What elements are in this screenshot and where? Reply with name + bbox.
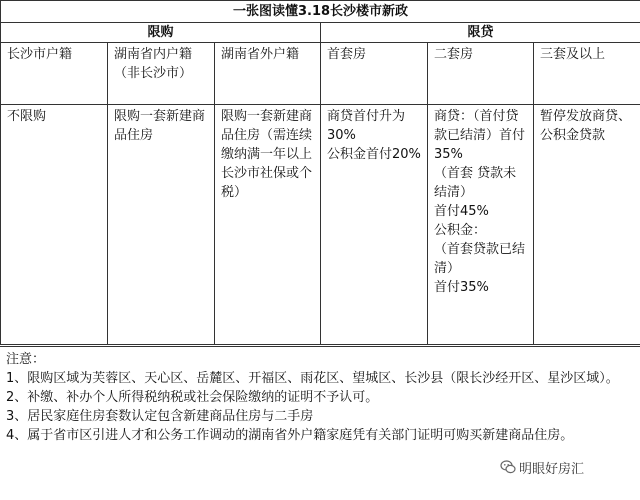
column-header-changsha-hukou: 长沙市户籍 bbox=[1, 43, 108, 105]
cell-third-plus-home-rule: 暂停发放商贷、公积金贷款 bbox=[534, 105, 640, 345]
column-header-hunan-hukou: 湖南省内户籍（非长沙市） bbox=[108, 43, 215, 105]
cell-hunan-rule: 限购一套新建商品住房 bbox=[108, 105, 215, 345]
section-limit-loan: 限贷 bbox=[321, 23, 640, 43]
cell-changsha-rule: 不限购 bbox=[1, 105, 108, 345]
note-item: 2、补缴、补办个人所得税纳税或社会保险缴纳的证明不予认可。 bbox=[6, 390, 379, 405]
notes-heading: 注意： bbox=[6, 352, 46, 367]
column-header-third-plus-home: 三套及以上 bbox=[534, 43, 640, 105]
note-item: 4、属于省市区引进人才和公务工作调动的湖南省外户籍家庭凭有关部门证明可购买新建商品住房。 bbox=[6, 428, 574, 443]
page-title: 一张图读懂3.18长沙楼市新政 bbox=[1, 1, 640, 23]
cell-second-home-rule: 商贷：（首付贷款已结清）首付35% （首套 贷款未结清） 首付45% 公积金： （首套贷款已结清） 首付35% bbox=[428, 105, 534, 345]
section-limit-purchase: 限购 bbox=[1, 23, 321, 43]
cell-first-home-rule: 商贷首付升为30% 公积金首付20% bbox=[321, 105, 428, 345]
note-item: 3、居民家庭住房套数认定包含新建商品住房与二手房 bbox=[6, 409, 314, 424]
wechat-icon bbox=[500, 459, 516, 475]
watermark-text: 明眼好房汇 bbox=[519, 461, 585, 477]
note-item: 1、限购区域为芙蓉区、天心区、岳麓区、开福区、雨花区、望城区、长沙县（限长沙经开区、星沙区域）。 bbox=[6, 371, 619, 386]
column-header-out-of-province-hukou: 湖南省外户籍 bbox=[215, 43, 321, 105]
cell-out-of-province-rule: 限购一套新建商品住房（需连续缴纳满一年以上长沙市社保或个税） bbox=[215, 105, 321, 345]
column-header-second-home: 二套房 bbox=[428, 43, 534, 105]
column-header-first-home: 首套房 bbox=[321, 43, 428, 105]
watermark bbox=[500, 454, 640, 480]
